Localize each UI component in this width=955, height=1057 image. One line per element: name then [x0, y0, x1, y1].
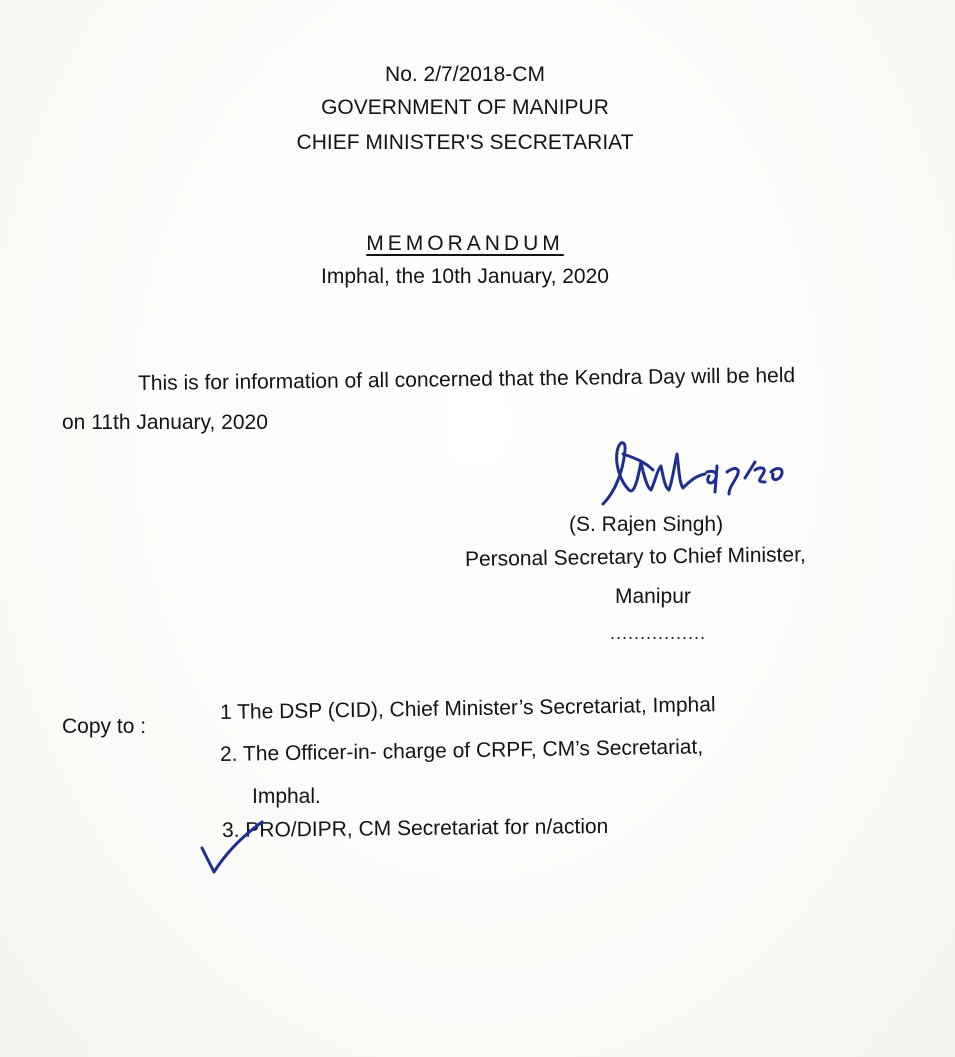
reference-number: No. 2/7/2018-CM — [385, 63, 545, 86]
signatory-designation: Personal Secretary to Chief Minister, — [464, 543, 806, 571]
memo-title: MEMORANDUM — [366, 232, 564, 255]
place-date: Imphal, the 10th January, 2020 — [321, 265, 609, 288]
office-heading: CHIEF MINISTER'S SECRETARIAT — [296, 131, 634, 154]
handwritten-signature — [595, 432, 795, 522]
signatory-location: Manipur — [615, 585, 691, 608]
copy-to-item-1: 1 The DSP (CID), Chief Minister’s Secretariat, Imphal — [219, 693, 716, 724]
copy-to-item-2: 2. The Officer-in- charge of CRPF, CM’s Secretariat, — [219, 735, 704, 766]
body-line-2: on 11th January, 2020 — [62, 411, 268, 434]
copy-to-label: Copy to : — [62, 715, 147, 738]
copy-to-item-3: 3. PRO/DIPR, CM Secretariat for n/action — [221, 814, 609, 842]
checkmark-icon — [196, 818, 266, 878]
government-heading: GOVERNMENT OF MANIPUR — [321, 96, 609, 119]
dotted-separator: ................ — [610, 623, 707, 643]
signatory-name: (S. Rajen Singh) — [569, 513, 724, 536]
copy-to-item-2-continued: Imphal. — [252, 785, 321, 808]
body-line-1: This is for information of all concerned that the Kendra Day will be held — [137, 363, 796, 395]
